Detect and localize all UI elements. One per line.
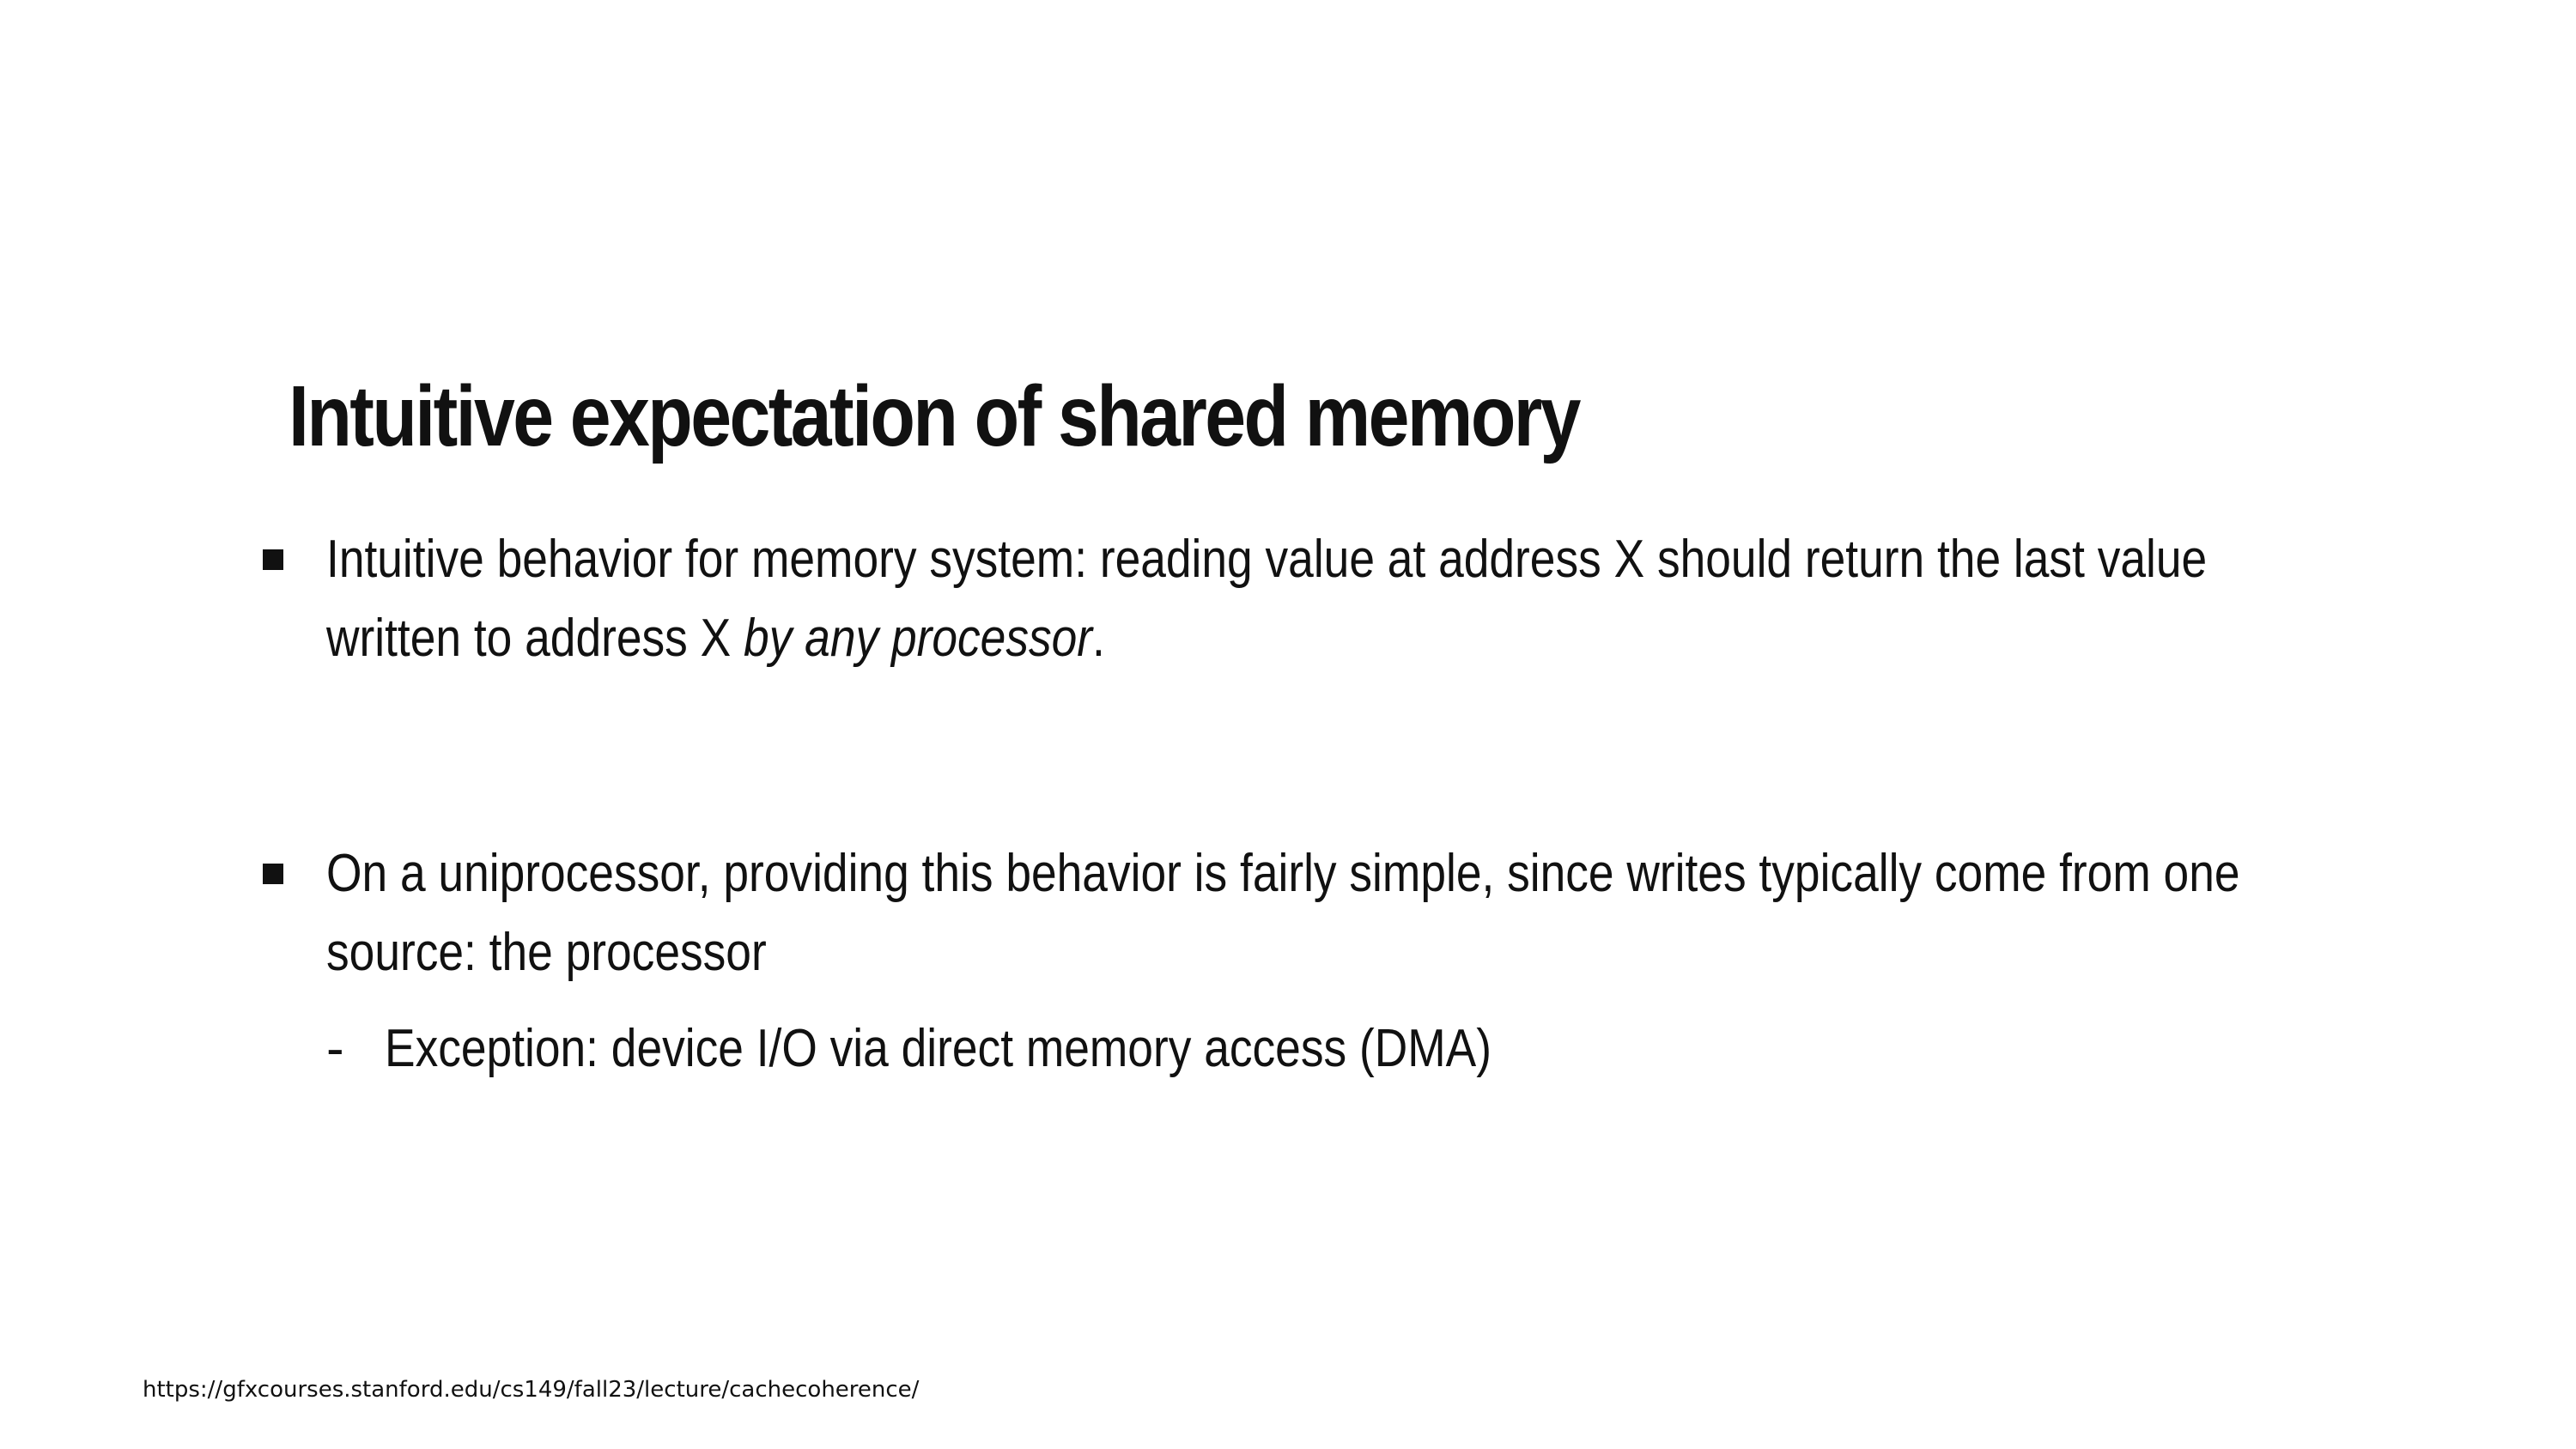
slide-title: Intuitive expectation of shared memory	[289, 368, 1579, 464]
sub-bullet-text: Exception: device I/O via direct memory access (DMA)	[385, 1019, 1492, 1078]
dash-marker: -	[326, 1019, 344, 1078]
bullet-text	[326, 520, 2208, 678]
square-bullet-icon	[263, 549, 283, 570]
bullet-line	[326, 599, 2039, 678]
bullet-line: source: the processor	[326, 923, 767, 982]
bullet-line-end: .	[1092, 609, 1105, 668]
bullet-text	[326, 834, 2240, 992]
square-bullet-icon	[263, 864, 283, 884]
bullet-line: On a uniprocessor, providing this behavior is fairly simple, since writes typically come from one	[326, 844, 2240, 903]
bullet-line: Intuitive behavior for memory system: reading value at address X should return the last value	[326, 530, 2208, 589]
bullet-emphasis: by any processor	[744, 609, 1093, 668]
bullet-line-text: written to address X	[326, 609, 744, 668]
source-url: https://gfxcourses.stanford.edu/cs149/fall23/lecture/cachecoherence/	[143, 1377, 920, 1403]
